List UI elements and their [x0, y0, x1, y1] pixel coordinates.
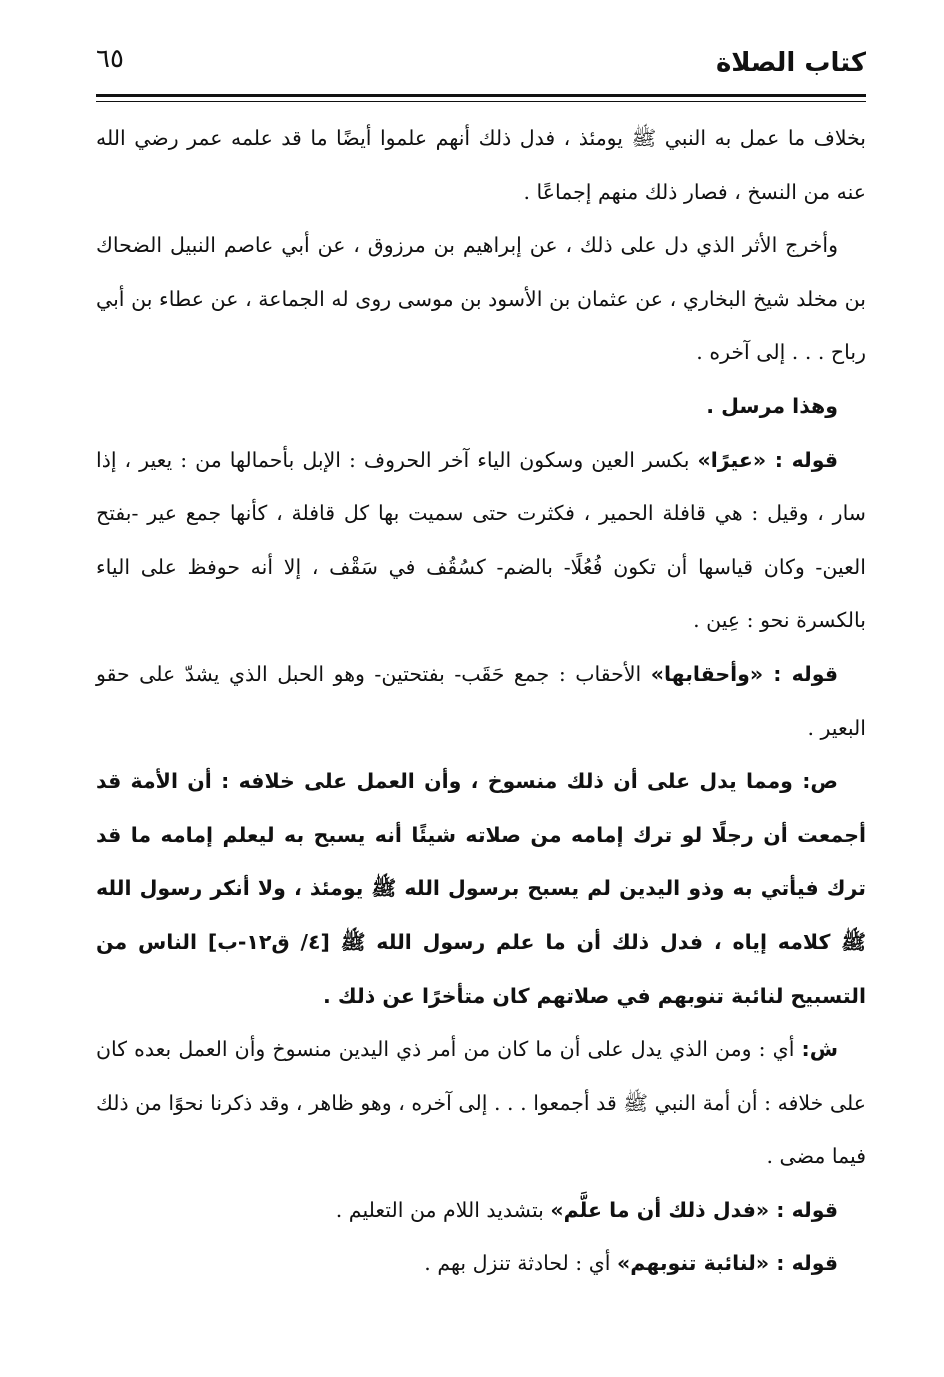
header-rule-thin [96, 101, 866, 102]
paragraph-isnad: وأخرج الأثر الذي دل على ذلك ، عن إبراهيم بن مرزوق ، عن أبي عاصم النبيل الضحاك بن مخلد شيخ البخاري ، عن عثمان بن الأسود بن موسى روى له الجماعة ، عن عطاء بن أبي رباح . . . إلى آخره . [96, 233, 866, 365]
paragraph-qawluhu-ahqab [96, 648, 866, 755]
paragraph-matn: ص: ومما يدل على أن ذلك منسوخ ، وأن العمل على خلافه : أن الأمة قد أجمعت أن رجلًا لو ترك إمامه من صلاته شيئًا أنه يسبح به ليعلم إمامه ما قد ترك فيأتي به وذو اليدين لم يسبح برسول الله ﷺ يومئذ ، ولا أنكر رسول الله ﷺ كلامه إياه ، فدل ذلك أن ما علم رسول الله ﷺ [٤/ ق١٢-ب] الناس من التسبيح لنائبة تنوبهم في صلاتهم كان متأخرًا عن ذلك . [96, 769, 867, 1008]
sharh-commentary: أي : ومن الذي يدل على أن ما كان من أمر ذي اليدين منسوخ وأن العمل بعده كان على خلافه : أن أمة النبي ﷺ قد أجمعوا . . . إلى آخره ، وهو ظاهر ، وقد ذكرنا نحوًا من ذلك فيما مضى . [96, 1037, 866, 1169]
paragraph-qawluhu-allama [96, 1184, 866, 1238]
lemma-commentary: أي : لحادثة تنزل بهم . [424, 1251, 617, 1276]
lemma-commentary: بتشديد اللام من التعليم . [335, 1197, 551, 1222]
book-title: كتاب الصلاة [715, 48, 866, 78]
lemma-label: قوله : «وأحقابها» [650, 661, 838, 686]
sharh-label: ش: [801, 1037, 838, 1062]
paragraph-sharh [96, 1023, 866, 1184]
paragraph-qawluhu-ira [96, 434, 866, 648]
page-body [96, 112, 866, 1291]
paragraph-qawluhu-naiba [96, 1237, 866, 1291]
lemma-label: قوله : «عيرًا» [697, 447, 838, 472]
lemma-commentary: بكسر العين وسكون الياء آخر الحروف : الإبل بأحمالها من : يعير ، إذا سار ، وقيل : هي قافلة الحمير ، فكثرت حتى سميت بها كل قافلة ، كأنها جمع عير -بفتح العين- وكان قياسها أن تكون فُعُلًا- بالضم- كسُقُف في سَقْف ، إلا أنه حوفظ على الياء بالكسرة نحو : عِين . [96, 447, 866, 633]
page-number: ٦٥ [96, 44, 124, 74]
page-header [96, 40, 866, 92]
lemma-label: قوله : «لنائبة تنوبهم» [617, 1251, 838, 1276]
paragraph-continuation: بخلاف ما عمل به النبي ﷺ يومئذ ، فدل ذلك أنهم علموا أيضًا ما قد علمه عمر رضي الله عنه من النسخ ، فصار ذلك منهم إجماعًا . [96, 126, 866, 204]
lemma-commentary: الأحقاب : جمع حَقَب- بفتحتين- وهو الحبل الذي يشدّ على حقو البعير . [96, 661, 866, 740]
header-rule-thick [96, 94, 866, 97]
paragraph-mursal: وهذا مرسل . [706, 393, 838, 418]
lemma-label: قوله : «فدل ذلك أن ما علَّم» [550, 1197, 838, 1222]
